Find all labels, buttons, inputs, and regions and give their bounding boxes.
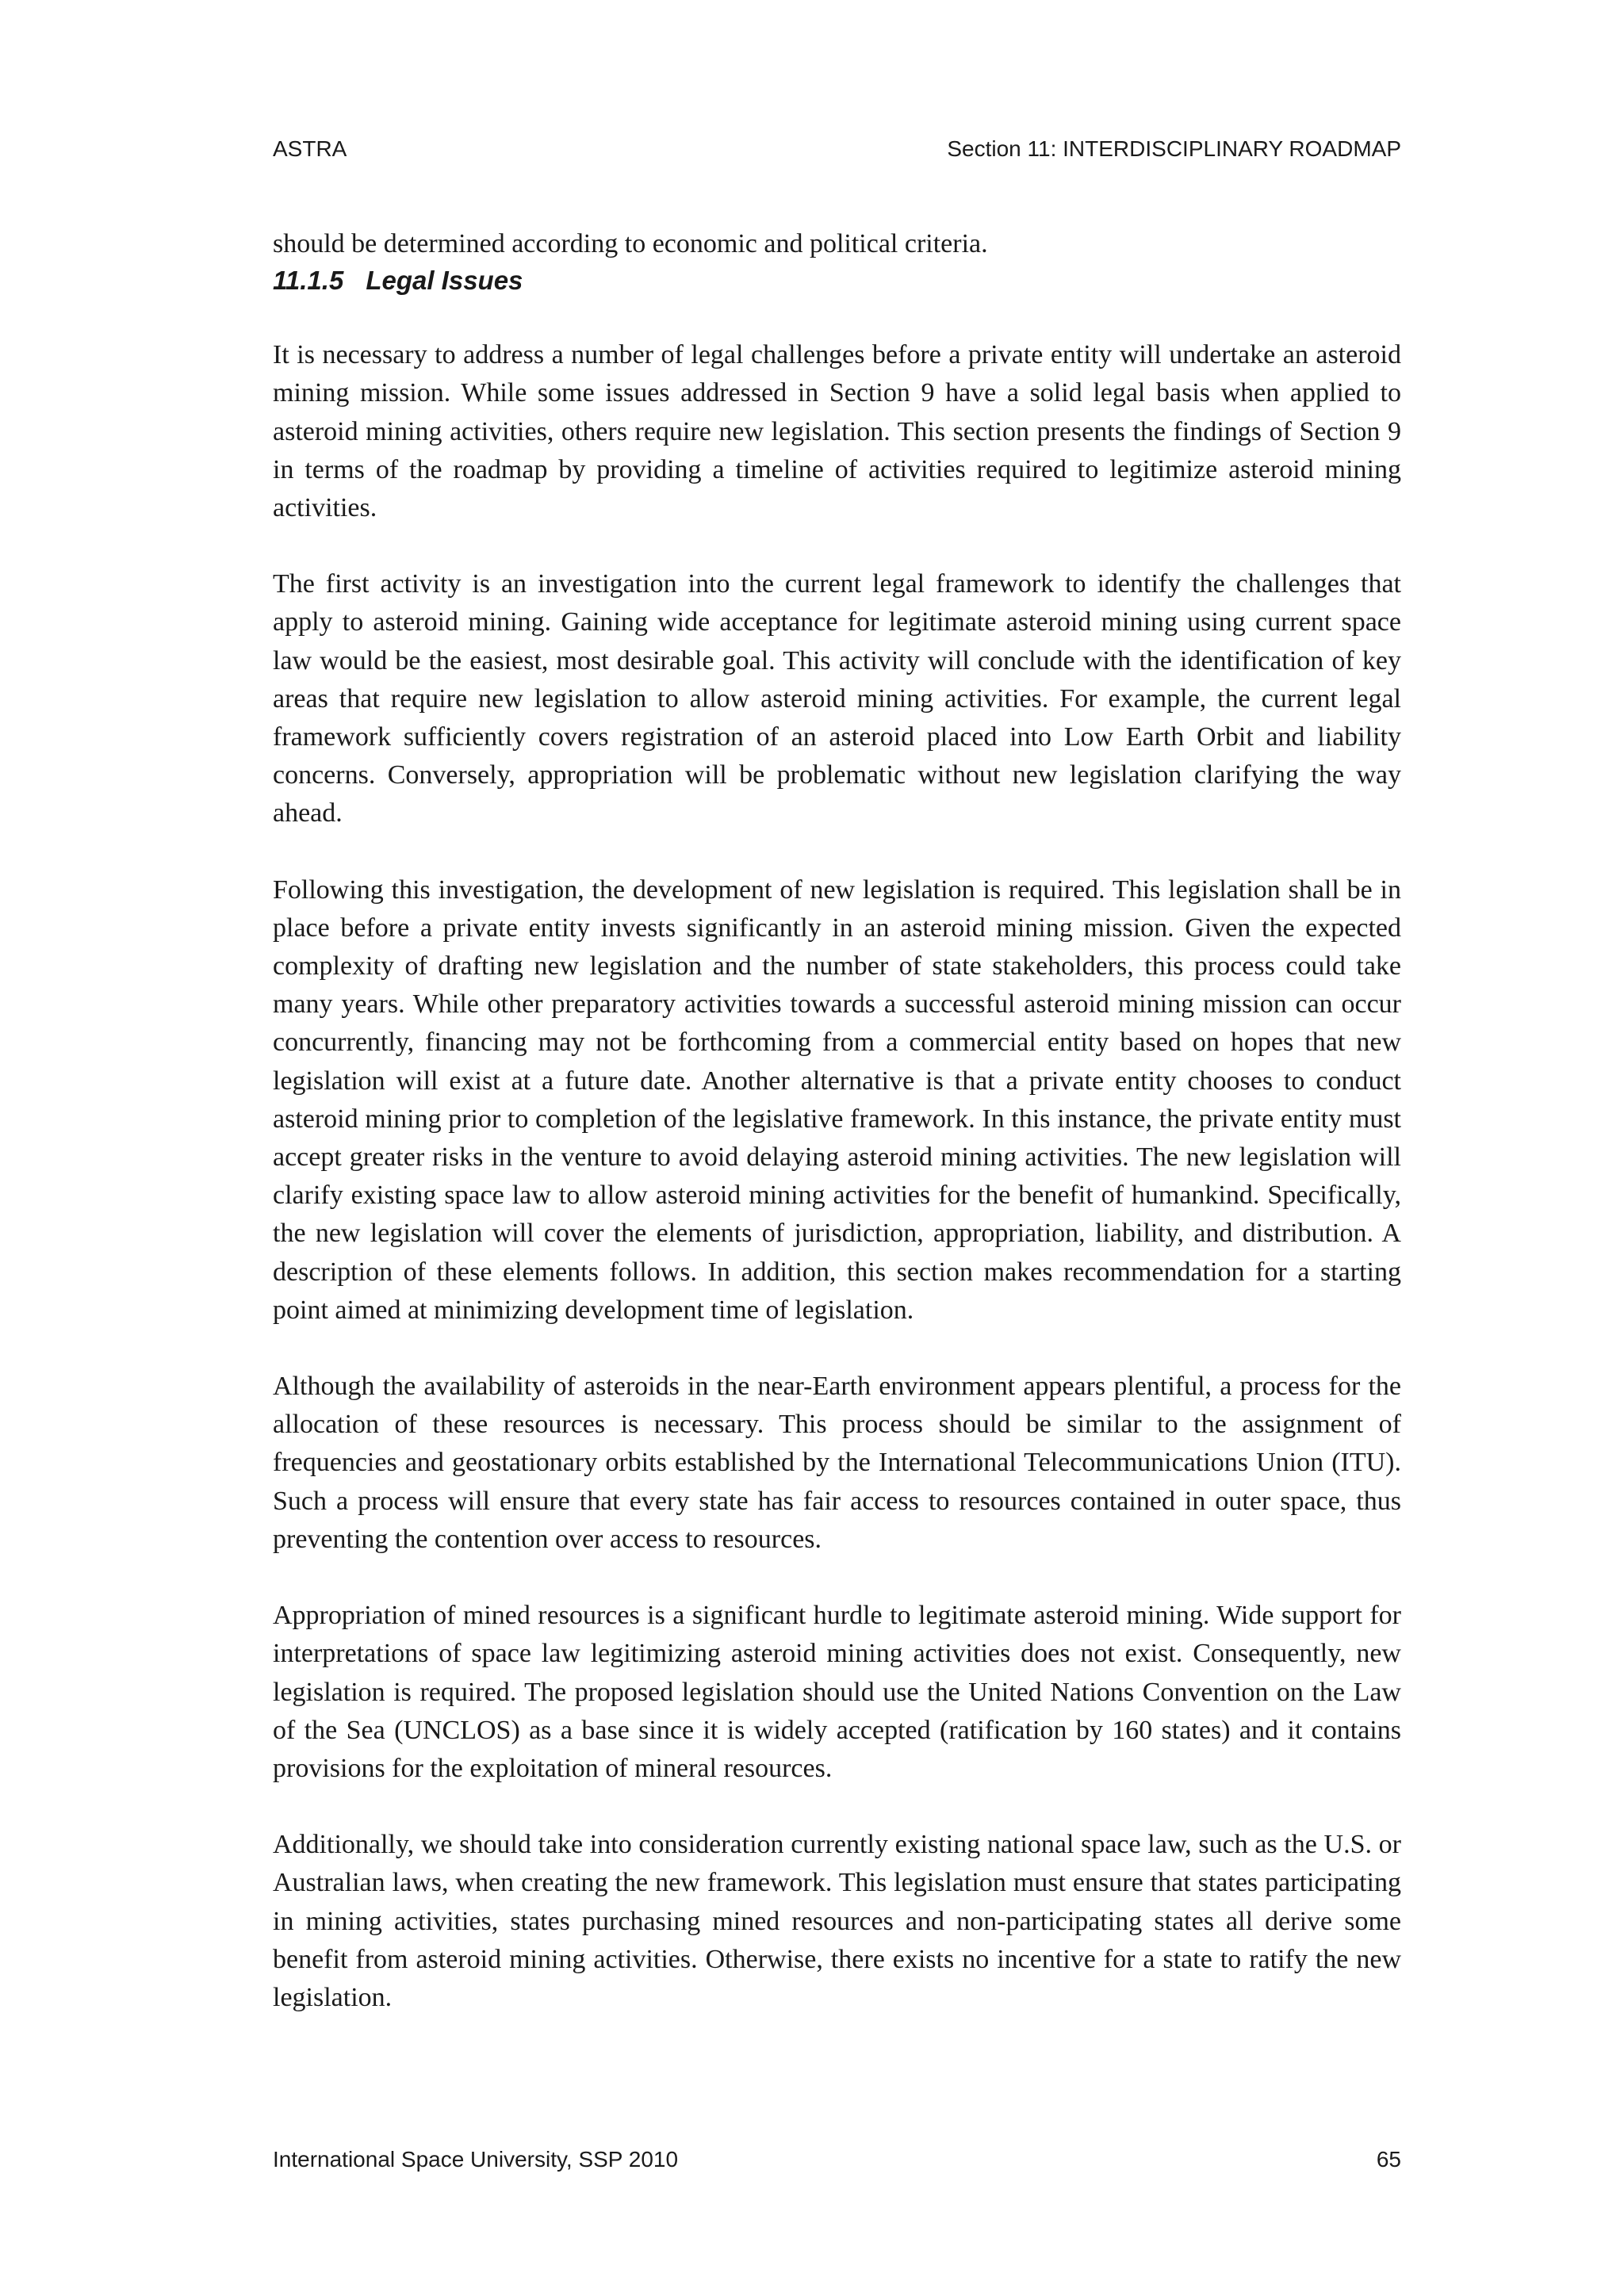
footer-publisher: International Space University, SSP 2010 xyxy=(273,2147,679,2172)
running-header xyxy=(273,135,1401,163)
section-title: Legal Issues xyxy=(366,266,523,296)
continued-sentence: should be determined according to economic and political criteria. xyxy=(273,229,988,258)
section-heading xyxy=(273,263,1401,298)
paragraph-allocation: Although the availability of asteroids in the near-Earth environment appears plentiful, a process for the allocation of these resources is necessary. This process should be similar to the assignment of frequencies and geostationary orbits established by the International Telecommunications Union (ITU). Such a process will ensure that every state has fair access to resources contained in outer space, thus preventing the contention over access to resources. xyxy=(273,1372,1401,1554)
section-number: 11.1.5 xyxy=(273,266,344,296)
header-section-title: Section 11: INTERDISCIPLINARY ROADMAP xyxy=(947,136,1401,161)
page-number: 65 xyxy=(1376,2147,1401,2172)
header-document-title: ASTRA xyxy=(273,136,347,161)
paragraph-new-legislation: Following this investigation, the development of new legislation is required. This legislation shall be in place before a private entity invests significantly in an asteroid mining mission. Given the expected complexity of drafting new legislation and the number of state stakeholders, this process could take many years. While other preparatory activities towards a successful asteroid mining mission can occur concurrently, financing may not be forthcoming from a commercial entity based on hopes that new legislation will exist at a future date. Another alternative is that a private entity chooses to conduct asteroid mining prior to completion of the legislative framework. In this instance, the private entity must accept greater risks in the venture to avoid delaying asteroid mining activities. The new legislation will clarify existing space law to allow asteroid mining activities for the benefit of humankind. Specifically, the new legislation will cover the elements of jurisdiction, appropriation, liability, and distribution. A description of these elements follows. In addition, this section makes recommendation for a starting point aimed at minimizing development time of legislation. xyxy=(273,874,1401,1325)
paragraph-appropriation: Appropriation of mined resources is a significant hurdle to legitimate asteroid mining. Wide support for interpretations of space law legitimizing asteroid mining activities does not exist. Consequently, new legislation is required. The proposed legislation should use the United Nations Convention on the Law of the Sea (UNCLOS) as a base since it is widely accepted (ratification by 160 states) and it contains provisions for the exploitation of mineral resources. xyxy=(273,1601,1401,1783)
page-body xyxy=(273,225,1401,2055)
running-footer xyxy=(273,2145,1401,2174)
paragraph-investigation: The first activity is an investigation into the current legal framework to identify the challenges that apply to asteroid mining. Gaining wide acceptance for legitimate asteroid mining using current space law would be the easiest, most desirable goal. This activity will conclude with the identification of key areas that require new legislation to allow asteroid mining activities. For example, the current legal framework sufficiently covers registration of an asteroid placed into Low Earth Orbit and liability concerns. Conversely, appropriation will be problematic without new legislation clarifying the way ahead. xyxy=(273,569,1401,828)
paragraph-intro: It is necessary to address a number of legal challenges before a private entity will undertake an asteroid mining mission. While some issues addressed in Section 9 have a solid legal basis when applied to asteroid mining activities, others require new legislation. This section presents the findings of Section 9 in terms of the roadmap by providing a timeline of activities required to legitimize asteroid mining activities. xyxy=(273,340,1401,523)
paragraph-national-law: Additionally, we should take into consideration currently existing national space law, such as the U.S. or Australian laws, when creating the new framework. This legislation must ensure that states participating in mining activities, states purchasing mined resources and non-participating states all derive some benefit from asteroid mining activities. Otherwise, there exists no incentive for a state to ratify the new legislation. xyxy=(273,1830,1401,2012)
